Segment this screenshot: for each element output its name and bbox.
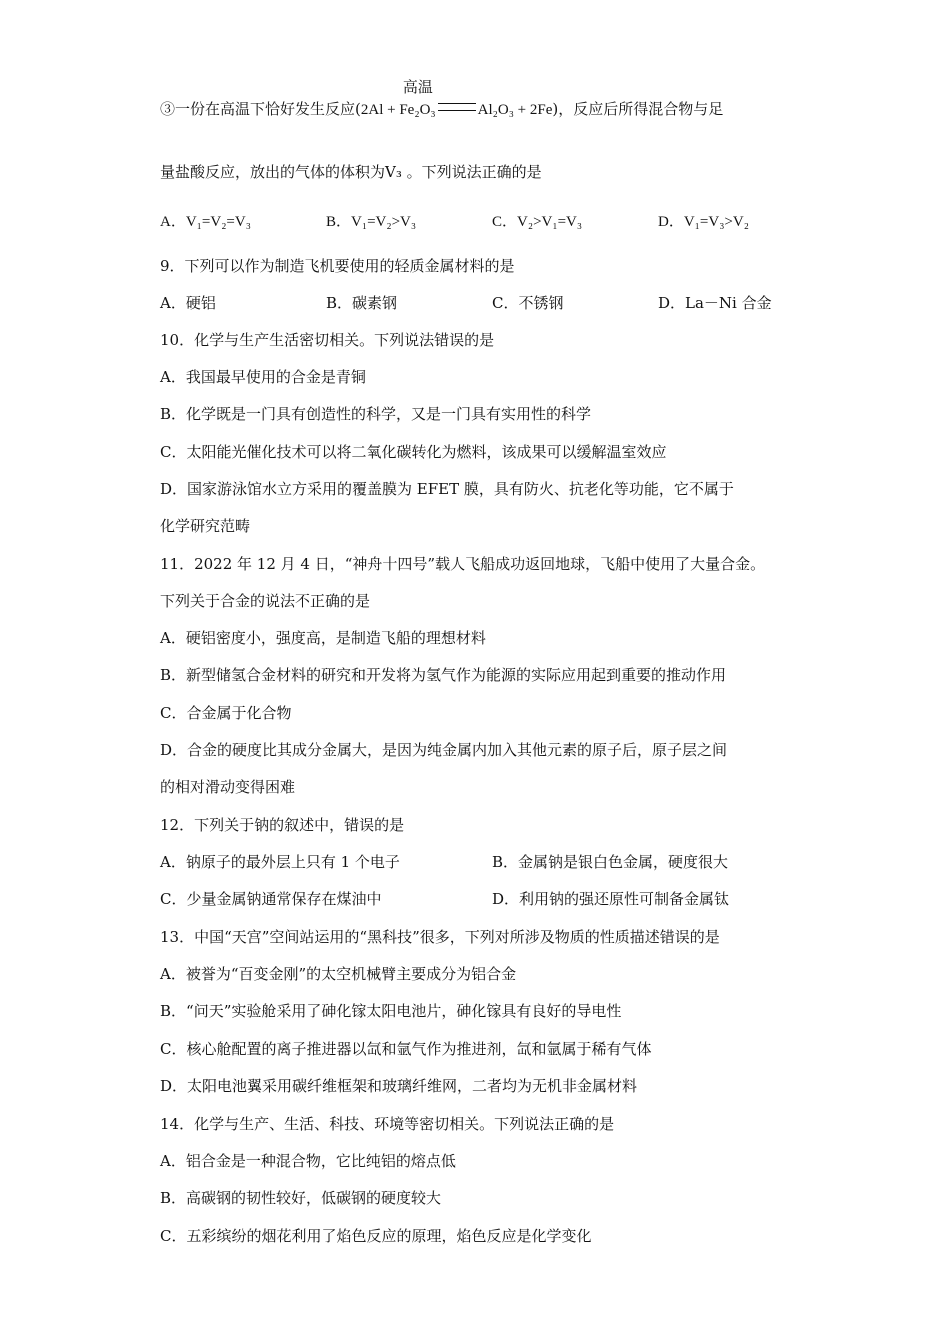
q12-option-a: A．钠原子的最外层上只有 1 个电子 bbox=[160, 853, 400, 871]
q10-option-d-line1: D．国家游泳馆水立方采用的覆盖膜为 EFET 膜，具有防火、抗老化等功能，它不属于 bbox=[160, 480, 734, 498]
q9-stem: 9．下列可以作为制造飞机要使用的轻质金属材料的是 bbox=[160, 257, 515, 275]
q10-option-c: C．太阳能光催化技术可以将二氧化碳转化为燃料，该成果可以缓解温室效应 bbox=[160, 443, 667, 461]
q12-option-b: B．金属钠是银白色金属，硬度很大 bbox=[492, 853, 729, 871]
q10-option-a: A．我国最早使用的合金是青铜 bbox=[160, 368, 366, 386]
q10-stem: 10．化学与生产生活密切相关。下列说法错误的是 bbox=[160, 331, 495, 349]
q13-option-a: A．被誉为“百变金刚”的太空机械臂主要成分为铝合金 bbox=[160, 965, 517, 983]
q11-option-d-line2: 的相对滑动变得困难 bbox=[160, 778, 296, 796]
q14-option-a: A．铝合金是一种混合物，它比纯铝的熔点低 bbox=[160, 1152, 456, 1170]
q11-option-d-line1: D．合金的硬度比其成分金属大，是因为纯金属内加入其他元素的原子后，原子层之间 bbox=[160, 741, 728, 759]
q14-stem: 14．化学与生产、生活、科技、环境等密切相关。下列说法正确的是 bbox=[160, 1115, 615, 1133]
q13-option-d: D．太阳电池翼采用碳纤维框架和玻璃纤维网，二者均为无机非金属材料 bbox=[160, 1077, 638, 1095]
equation-right: Al₂O₃ + 2Fe bbox=[477, 102, 553, 118]
q8-option-c: C．V₂>V₁=V₃ bbox=[492, 214, 583, 230]
q11-option-a: A．硬铝密度小，强度高，是制造飞船的理想材料 bbox=[160, 629, 486, 647]
q8-option-a: A．V₁=V₂=V₃ bbox=[160, 214, 251, 230]
equation-equals-sign bbox=[438, 103, 476, 111]
q14-option-b: B．高碳钢的韧性较好，低碳钢的硬度较大 bbox=[160, 1189, 442, 1207]
q9-option-d: D．La－Ni 合金 bbox=[658, 294, 772, 312]
q8-item3-line2: 量盐酸反应，放出的气体的体积为V₃ 。下列说法正确的是 bbox=[160, 163, 542, 181]
q8-item3-text-after: )，反应后所得混合物与足 bbox=[552, 100, 724, 118]
q10-option-d-line2: 化学研究范畴 bbox=[160, 517, 251, 535]
q11-option-b: B．新型储氢合金材料的研究和开发将为氢气作为能源的实际应用起到重要的推动作用 bbox=[160, 666, 727, 684]
q12-stem: 12．下列关于钠的叙述中，错误的是 bbox=[160, 816, 405, 834]
q9-option-b: B．碳素钢 bbox=[326, 294, 398, 312]
q8-item3-line1 bbox=[160, 80, 724, 120]
q9-option-a: A．硬铝 bbox=[160, 294, 216, 312]
q13-stem: 13．中国“天宫”空间站运用的“黑科技”很多，下列对所涉及物质的性质描述错误的是 bbox=[160, 928, 720, 946]
q13-option-c: C．核心舱配置的离子推进器以氙和氩气作为推进剂，氙和氩属于稀有气体 bbox=[160, 1040, 652, 1058]
q13-option-b: B．“问天”实验舱采用了砷化镓太阳电池片，砷化镓具有良好的导电性 bbox=[160, 1002, 622, 1020]
q12-option-d: D．利用钠的强还原性可制备金属钛 bbox=[492, 890, 730, 908]
q8-item3-text-before: 一份在高温下恰好发生反应( bbox=[175, 100, 361, 118]
q10-option-b: B．化学既是一门具有创造性的科学，又是一门具有实用性的科学 bbox=[160, 405, 592, 423]
circled-number: ③ bbox=[160, 100, 176, 118]
equation-left: 2Al + Fe₂O₃ bbox=[360, 102, 436, 118]
equation-condition: 高温 bbox=[402, 80, 433, 96]
q14-option-c: C．五彩缤纷的烟花利用了焰色反应的原理，焰色反应是化学变化 bbox=[160, 1227, 592, 1245]
q11-option-c: C．合金属于化合物 bbox=[160, 704, 292, 722]
q11-stem-line2: 下列关于合金的说法不正确的是 bbox=[160, 592, 371, 610]
chemical-equation bbox=[360, 80, 553, 120]
q11-stem-line1: 11．2022 年 12 月 4 日，“神舟十四号”载人飞船成功返回地球，飞船中使用了大量合金。 bbox=[160, 555, 766, 573]
q8-option-d: D．V₁=V₃>V₂ bbox=[658, 214, 749, 230]
q8-option-b: B．V₁=V₂>V₃ bbox=[326, 214, 417, 230]
q12-option-c: C．少量金属钠通常保存在煤油中 bbox=[160, 890, 382, 908]
q9-option-c: C．不锈钢 bbox=[492, 294, 564, 312]
